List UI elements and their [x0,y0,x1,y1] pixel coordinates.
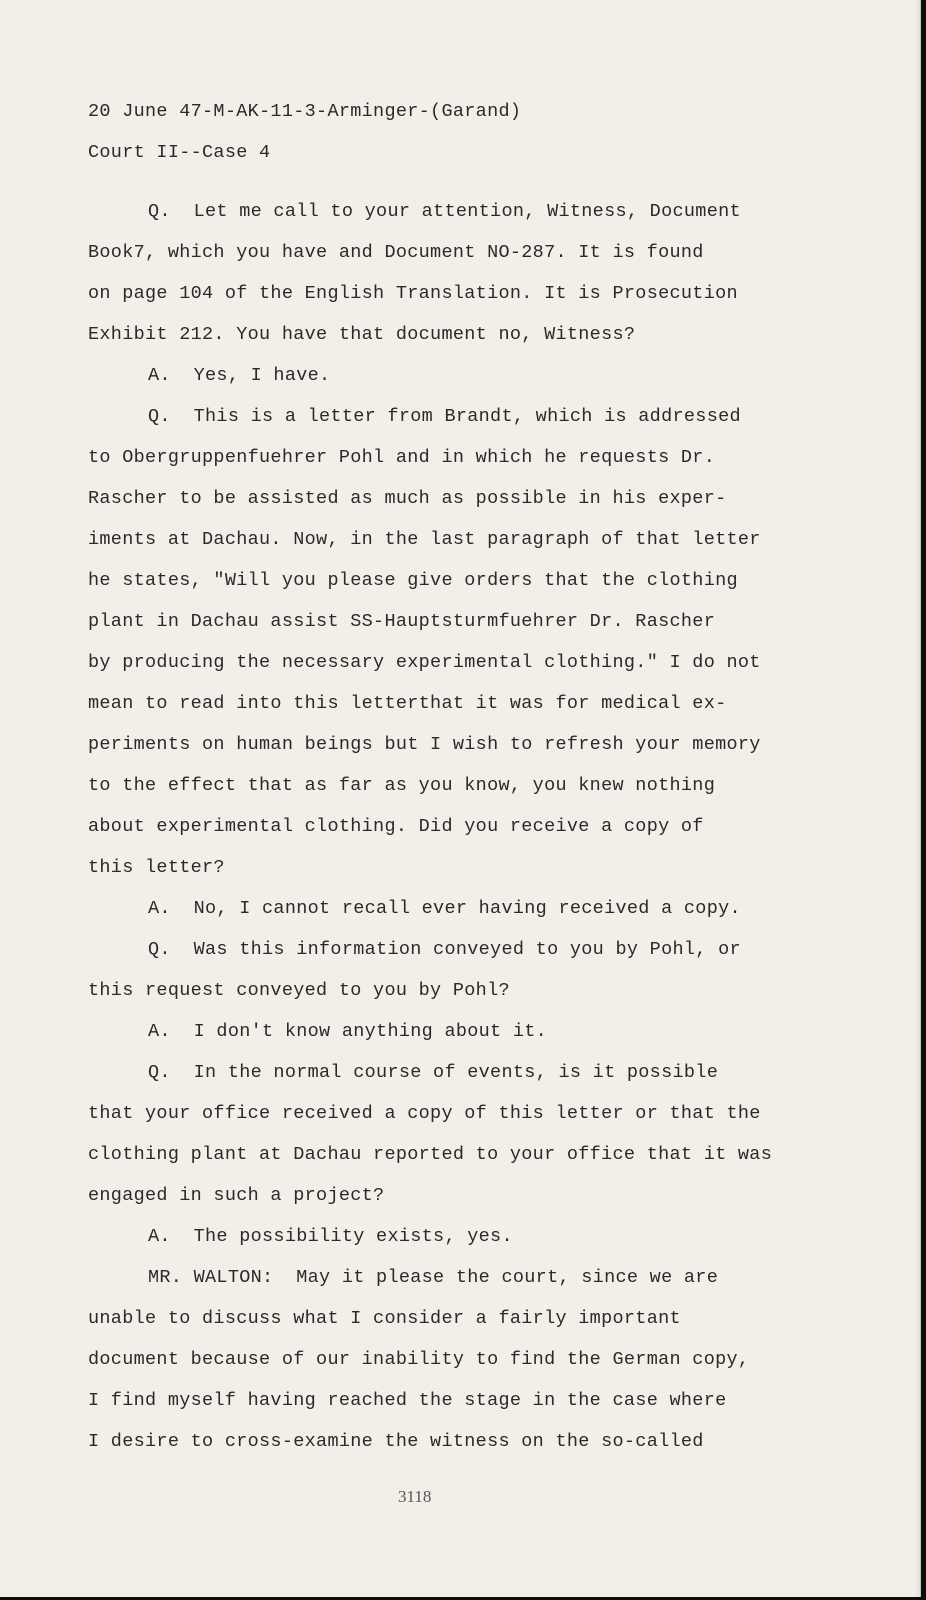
header-court-line: Court II--Case 4 [88,142,271,163]
transcript-line: plant in Dachau assist SS-Hauptsturmfuehrer Dr. Rascher [88,611,716,632]
transcript-line: I desire to cross-examine the witness on the so-called [88,1431,704,1452]
transcript-line: to the effect that as far as you know, you knew nothing [88,775,716,796]
header-session-line: 20 June 47-M-AK-11-3-Arminger-(Garand) [88,101,522,122]
page-number: 3118 [398,1487,432,1506]
transcript-line: Q. This is a letter from Brandt, which is addressed [148,406,741,427]
transcript-line: periments on human beings but I wish to refresh your memory [88,734,761,755]
transcript-line: Exhibit 212. You have that document no, Witness? [88,324,636,345]
transcript-line: A. Yes, I have. [148,365,331,386]
transcript-line: Book7, which you have and Document NO-287. It is found [88,242,704,263]
transcript-line: MR. WALTON: May it please the court, since we are [148,1267,719,1288]
transcript-line: clothing plant at Dachau reported to your office that it was [88,1144,773,1165]
transcript-line: Q. In the normal course of events, is it possible [148,1062,719,1083]
transcript-line: this request conveyed to you by Pohl? [88,980,510,1001]
transcript-line: this letter? [88,857,225,878]
transcript-line: A. The possibility exists, yes. [148,1226,513,1247]
transcript-line: document because of our inability to find the German copy, [88,1349,750,1370]
transcript-line: on page 104 of the English Translation. It is Prosecution [88,283,738,304]
transcript-line: mean to read into this letterthat it was for medical ex- [88,693,727,714]
transcript-line: that your office received a copy of this letter or that the [88,1103,761,1124]
transcript-line: he states, "Will you please give orders that the clothing [88,570,738,591]
transcript-line: Rascher to be assisted as much as possible in his exper- [88,488,727,509]
transcript-line: about experimental clothing. Did you receive a copy of [88,816,704,837]
transcript-line: I find myself having reached the stage in the case where [88,1390,727,1411]
transcript-line: A. I don't know anything about it. [148,1021,548,1042]
transcript-line: by producing the necessary experimental clothing." I do not [88,652,761,673]
transcript-line: Q. Let me call to your attention, Witness, Document [148,201,741,222]
transcript-line: A. No, I cannot recall ever having received a copy. [148,898,741,919]
transcript-line: iments at Dachau. Now, in the last paragraph of that letter [88,529,761,550]
transcript-line: to Obergruppenfuehrer Pohl and in which he requests Dr. [88,447,716,468]
transcript-line: Q. Was this information conveyed to you by Pohl, or [148,939,741,960]
transcript-line: unable to discuss what I consider a fairly important [88,1308,681,1329]
transcript-line: engaged in such a project? [88,1185,385,1206]
